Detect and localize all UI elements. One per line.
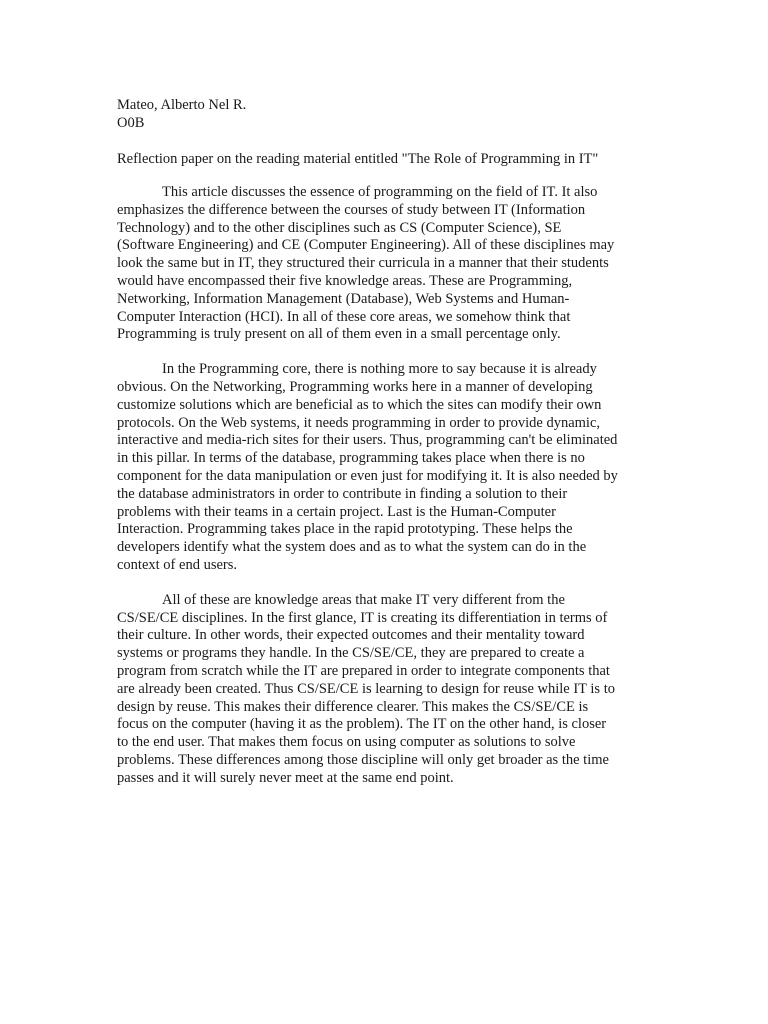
paper-subject: Reflection paper on the reading material entitled "The Role of Programming in IT"	[117, 151, 599, 167]
paragraph-line: the database administrators in order to contribute in finding a solution to their	[117, 485, 568, 502]
paragraph-line: problems. These differences among those discipline will only get broader as the time	[117, 751, 609, 768]
paragraph-line: focus on the computer (having it as the problem). The IT on the other hand, is closer	[117, 716, 607, 733]
paragraph-line: component for the data manipulation or even just for modifying it. It is also needed by	[117, 467, 618, 484]
paragraph-line: program from scratch while the IT are prepared in order to integrate components that	[117, 662, 610, 679]
paragraph-line: in this pillar. In terms of the database, programming takes place when there is no	[117, 450, 585, 467]
paragraph	[117, 184, 657, 344]
paragraph-line: emphasizes the difference between the courses of study between IT (Information	[117, 201, 586, 218]
paragraph-line: look the same but in IT, they structured their curricula in a manner that their students	[117, 255, 609, 272]
paragraph-line: design by reuse. This makes their difference clearer. This makes the CS/SE/CE is	[117, 698, 589, 715]
paragraph-line: problems with their teams in a certain project. Last is the Human-Computer	[117, 503, 556, 520]
paragraph-line: interactive and media-rich sites for their users. Thus, programming can't be eliminated	[117, 432, 618, 449]
paragraph-line: developers identify what the system does and as to what the system can do in the	[117, 539, 587, 556]
paragraph-line: systems or programs they handle. In the CS/SE/CE, they are prepared to create a	[117, 645, 585, 662]
paragraph-line: Technology) and to the other disciplines such as CS (Computer Science), SE	[117, 219, 562, 236]
paragraph-line: In the Programming core, there is nothing more to say because it is already	[162, 361, 597, 378]
paragraph-line: are already been created. Thus CS/SE/CE is learning to design for reuse while IT is to	[117, 680, 615, 697]
paragraph-line: obvious. On the Networking, Programming works here in a manner of developing	[117, 378, 593, 395]
author-header	[117, 96, 657, 132]
paragraph	[117, 592, 657, 788]
paragraph-line: Computer Interaction (HCI). In all of these core areas, we somehow think that	[117, 308, 571, 325]
paragraph-line: customize solutions which are beneficial as to which the sites can modify their own	[117, 396, 602, 413]
paragraph-line: passes and it will surely never meet at the same end point.	[117, 769, 454, 786]
paragraph-line: (Software Engineering) and CE (Computer Engineering). All of these disciplines may	[117, 237, 615, 254]
author-name: Mateo, Alberto Nel R.	[117, 97, 247, 113]
document-body	[117, 184, 657, 805]
paragraph-line: All of these are knowledge areas that make IT very different from the	[162, 591, 565, 608]
paragraph-line: would have encompassed their five knowledge areas. These are Programming,	[117, 272, 573, 289]
paragraph-line: protocols. On the Web systems, it needs programming in order to provide dynamic,	[117, 414, 601, 431]
paragraph	[117, 361, 657, 575]
paragraph-line: Programming is truly present on all of them even in a small percentage only.	[117, 326, 561, 343]
paragraph-line: Networking, Information Management (Database), Web Systems and Human-	[117, 290, 570, 307]
paragraph-line: CS/SE/CE disciplines. In the first glance, IT is creating its differentiation in terms of	[117, 609, 608, 626]
paragraph-line: to the end user. That makes them focus on using computer as solutions to solve	[117, 734, 576, 751]
paragraph-line: This article discusses the essence of programming on the field of IT. It also	[162, 184, 598, 200]
paragraph-line: Interaction. Programming takes place in the rapid prototyping. These helps the	[117, 521, 573, 538]
author-section: O0B	[117, 115, 145, 131]
paragraph-line: context of end users.	[117, 556, 237, 573]
paragraph-line: their culture. In other words, their expected outcomes and their mentality toward	[117, 627, 585, 644]
